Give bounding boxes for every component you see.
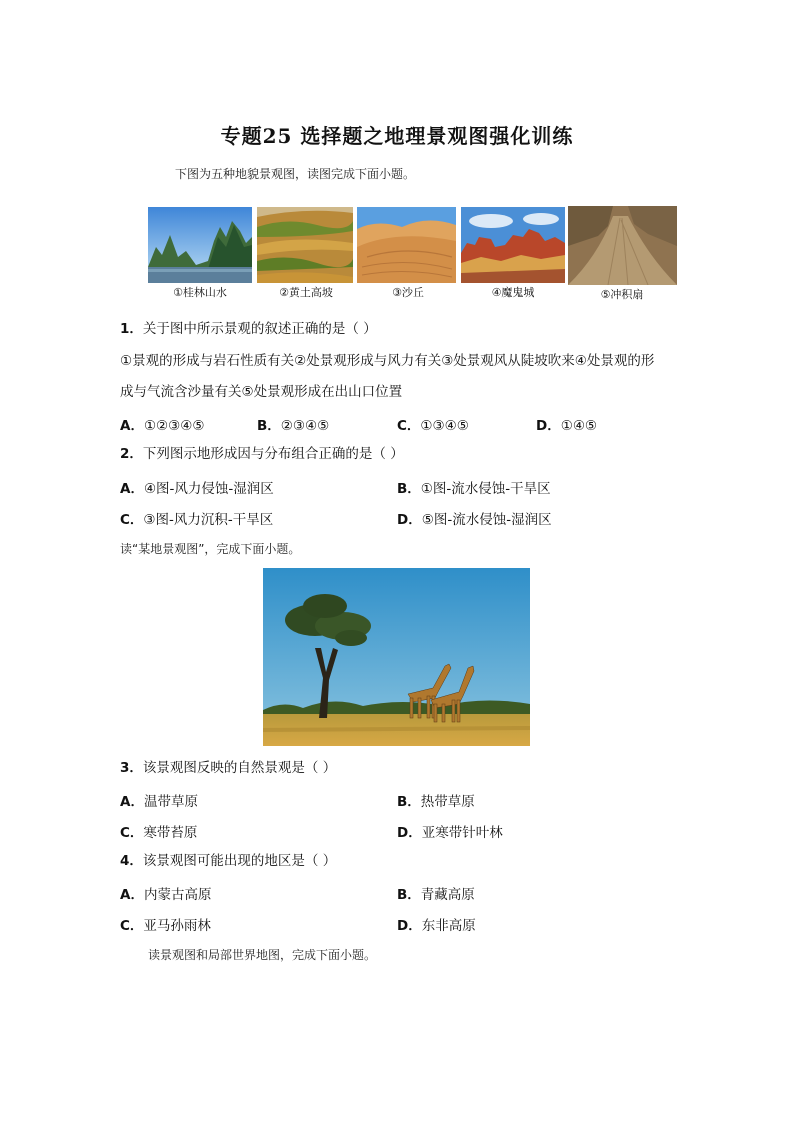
option-label: D． (536, 418, 561, 434)
q1-option-d[interactable] (536, 414, 597, 434)
option-text: ①②③④⑤ (143, 418, 205, 434)
q3-option-b[interactable] (397, 790, 475, 810)
photo-caption-1: ①桂林山水 (173, 286, 227, 299)
option-label: C． (120, 918, 144, 934)
yardang-landform-photo (461, 207, 565, 283)
question-1 (120, 320, 377, 338)
q2-option-d[interactable] (397, 508, 552, 528)
question-number: 4． (120, 853, 143, 869)
photo-caption-5: ⑤冲积扇 (600, 288, 644, 301)
photo-caption-2: ②黄土高坡 (279, 286, 333, 299)
option-text: ①④⑤ (560, 418, 598, 434)
option-text: ④图-风力侵蚀-湿润区 (143, 481, 274, 497)
option-text: 热带草原 (420, 794, 475, 810)
page-title: 专题25 选择题之地理景观图强化训练 (220, 124, 574, 148)
karst-landscape-photo (148, 207, 252, 283)
option-label: C． (120, 512, 144, 528)
intro-text-2: 读“某地景观图”，完成下面小题。 (120, 542, 301, 556)
question-stem: 该景观图反映的自然景观是（ ） (142, 760, 337, 776)
intro-text-3: 读景观图和局部世界地图，完成下面小题。 (148, 948, 377, 962)
question-number: 2． (120, 446, 143, 462)
savanna-giraffe-photo (263, 568, 530, 746)
option-text: 内蒙古高原 (143, 887, 212, 903)
option-text: ①③④⑤ (420, 418, 469, 434)
q4-option-d[interactable] (397, 914, 476, 934)
photo-caption-4: ④魔鬼城 (491, 286, 535, 299)
q2-option-c[interactable] (120, 508, 273, 528)
option-label: D． (397, 512, 422, 528)
q3-option-c[interactable] (120, 821, 197, 841)
question-3 (120, 759, 336, 777)
option-label: C． (120, 825, 144, 841)
question-2 (120, 445, 404, 463)
q1-option-b[interactable] (257, 414, 329, 434)
option-label: A． (120, 887, 144, 903)
option-label: D． (397, 918, 422, 934)
option-label: B． (257, 418, 281, 434)
option-label: A． (120, 418, 144, 434)
q4-option-b[interactable] (397, 883, 475, 903)
option-label: B． (397, 481, 421, 497)
q1-option-a[interactable] (120, 414, 204, 434)
sand-dunes-photo (357, 207, 456, 283)
question-stem: 下列图示地形成因与分布组合正确的是（ ） (142, 446, 404, 462)
option-label: A． (120, 794, 144, 810)
option-text: ①图-流水侵蚀-干旱区 (420, 481, 551, 497)
q4-option-c[interactable] (120, 914, 211, 934)
option-label: A． (120, 481, 144, 497)
option-text: ③图-风力沉积-干旱区 (143, 512, 274, 528)
intro-text-1: 下图为五种地貌景观图，读图完成下面小题。 (175, 167, 416, 181)
option-label: B． (397, 794, 421, 810)
q1-option-c[interactable] (397, 414, 469, 434)
option-text: 亚寒带针叶林 (421, 825, 503, 841)
q3-option-a[interactable] (120, 790, 198, 810)
question-1-statement-line-2: 成与气流含沙量有关⑤处景观形成在出山口位置 (120, 384, 403, 400)
option-label: B． (397, 887, 421, 903)
q3-option-d[interactable] (397, 821, 503, 841)
alluvial-fan-photo (568, 206, 677, 285)
option-label: D． (397, 825, 422, 841)
option-text: 青藏高原 (420, 887, 475, 903)
option-text: 东非高原 (421, 918, 476, 934)
question-stem: 该景观图可能出现的地区是（ ） (142, 853, 337, 869)
question-number: 1． (120, 321, 143, 337)
question-4 (120, 852, 336, 870)
option-label: C． (397, 418, 421, 434)
option-text: 温带草原 (143, 794, 198, 810)
q2-option-a[interactable] (120, 477, 274, 497)
question-number: 3． (120, 760, 143, 776)
question-stem: 关于图中所示景观的叙述正确的是（ ） (142, 321, 377, 337)
q4-option-a[interactable] (120, 883, 211, 903)
q2-option-b[interactable] (397, 477, 551, 497)
question-1-statement-line-1: ①景观的形成与岩石性质有关②处景观形成与风力有关③处景观风从陡坡吹来④处景观的形 (120, 353, 655, 369)
photo-caption-3: ③沙丘 (392, 286, 424, 299)
loess-plateau-photo (257, 207, 353, 283)
option-text: ⑤图-流水侵蚀-湿润区 (421, 512, 552, 528)
option-text: ②③④⑤ (280, 418, 330, 434)
option-text: 亚马孙雨林 (143, 918, 211, 934)
option-text: 寒带苔原 (143, 825, 198, 841)
